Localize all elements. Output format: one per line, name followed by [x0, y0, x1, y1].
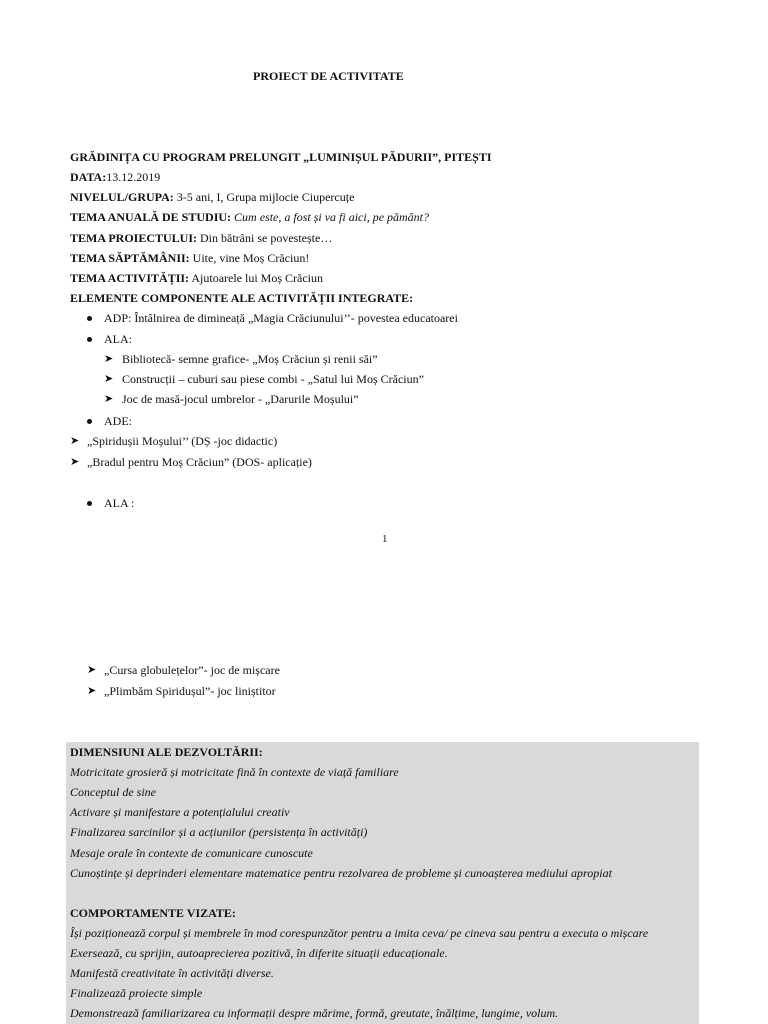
behavior-item: Manifestă creativitate în activități diverse. [70, 966, 274, 980]
behavior-item: Demonstrează familiarizarea cu informații despre mărime, formă, greutate, înălțime, lungime, volum. [70, 1006, 559, 1020]
project-theme-label: TEMA PROIECTULUI: [70, 231, 198, 245]
level-label: NIVELUL/GRUPA: [70, 190, 174, 204]
bullet-dot-icon [87, 419, 92, 424]
week-theme-label: TEMA SĂPTĂMÂNII: [70, 251, 190, 265]
arrow-bullet-icon: ➤ [70, 456, 80, 468]
dimensions-heading: DIMENSIUNI ALE DEZVOLTĂRII: [70, 745, 263, 759]
arrow-bullet-icon: ➤ [87, 685, 97, 697]
ala-subitem: Joc de masă-jocul umbrelor - „Darurile Moșului” [122, 392, 359, 406]
week-theme-value: Uite, vine Moș Crăciun! [189, 251, 310, 265]
date-value: 13.12.2019 [106, 170, 161, 184]
highlighted-section [66, 742, 699, 1024]
school-name: GRĂDINIȚA CU PROGRAM PRELUNGIT „LUMINIȘUL PĂDURII”, PITEȘTI [70, 150, 492, 164]
bullet-dot-icon [87, 337, 92, 342]
bullet-dot-icon [87, 316, 92, 321]
activity-theme-value: Ajutoarele lui Moș Crăciun [189, 271, 324, 285]
arrow-bullet-icon: ➤ [87, 664, 97, 676]
list-item-ala-2: ALA : [104, 496, 135, 510]
level-line [70, 189, 354, 205]
ala2-subitem: „Plimbăm Spiridușul”- joc liniștitor [104, 684, 276, 698]
behavior-item: Exersează, cu sprijin, autoaprecierea pozitivă, în diferite situații educaționale. [70, 946, 448, 960]
arrow-bullet-icon: ➤ [104, 353, 114, 365]
page-number: 1 [382, 533, 388, 545]
dimension-item: Activare și manifestare a potențialului creativ [70, 805, 290, 819]
week-theme-line [70, 250, 309, 266]
project-theme-value: Din bătrâni se povestește… [197, 231, 333, 245]
activity-theme-label: TEMA ACTIVITĂȚII: [70, 271, 190, 285]
behaviors-heading: COMPORTAMENTE VIZATE: [70, 906, 236, 920]
bullet-dot-icon [87, 501, 92, 506]
arrow-bullet-icon: ➤ [104, 393, 114, 405]
project-theme-line [70, 230, 332, 246]
components-heading: ELEMENTE COMPONENTE ALE ACTIVITĂȚII INTEGRATE: [70, 291, 414, 305]
list-item-adp: ADP: Întâlnirea de dimineață „Magia Crăciunului’’- povestea educatoarei [104, 311, 458, 325]
arrow-bullet-icon: ➤ [70, 435, 80, 447]
annual-theme-label: TEMA ANUALĂ DE STUDIU: [70, 210, 232, 224]
annual-theme-line [70, 209, 429, 225]
activity-theme-line [70, 270, 323, 286]
dimension-item: Mesaje orale în contexte de comunicare cunoscute [70, 846, 313, 860]
ala-subitem: Construcții – cuburi sau piese combi - „Satul lui Moș Crăciun” [122, 372, 424, 386]
dimension-item: Conceptul de sine [70, 785, 156, 799]
dimension-item: Cunoștințe și deprinderi elementare matematice pentru rezolvarea de probleme și cunoașterea mediului apropiat [70, 866, 612, 880]
date-line [70, 169, 160, 185]
annual-theme-value: Cum este, a fost și va fi aici, pe pământ? [231, 210, 430, 224]
ade-subitem: „Spiridușii Moșului’’ (DȘ -joc didactic) [87, 434, 278, 448]
dimension-item: Finalizarea sarcinilor și a acțiunilor (persistența în activități) [70, 825, 368, 839]
level-value: 3-5 ani, I, Grupa mijlocie Ciupercuțe [173, 190, 355, 204]
ade-subitem: „Bradul pentru Moș Crăciun” (DOS- aplicație) [87, 455, 312, 469]
page-title: PROIECT DE ACTIVITATE [253, 69, 404, 83]
list-item-ade: ADE: [104, 414, 132, 428]
ala-subitem: Bibliotecă- semne grafice- „Moș Crăciun și renii săi” [122, 352, 378, 366]
dimension-item: Motricitate grosieră și motricitate fină în contexte de viață familiare [70, 765, 399, 779]
arrow-bullet-icon: ➤ [104, 373, 114, 385]
behavior-item: Își poziționează corpul și membrele în mod corespunzător pentru a imita ceva/ pe cineva sau pentru a executa o mișcare [70, 926, 649, 940]
behavior-item: Finalizează proiecte simple [70, 986, 203, 1000]
ala2-subitem: „Cursa globulețelor”- joc de mișcare [104, 663, 280, 677]
date-label: DATA: [70, 170, 107, 184]
list-item-ala: ALA: [104, 332, 132, 346]
